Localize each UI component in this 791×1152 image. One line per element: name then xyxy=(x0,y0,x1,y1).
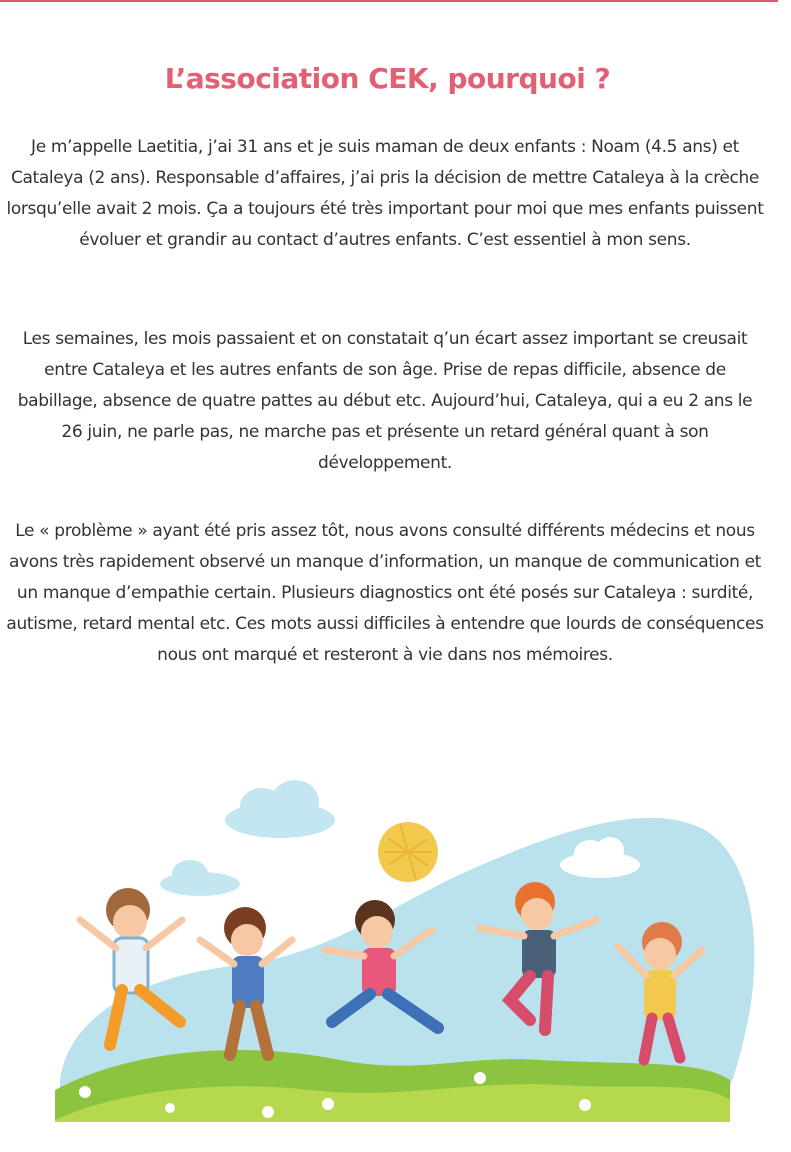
sun-icon xyxy=(378,822,438,882)
top-divider xyxy=(0,0,778,2)
cloud-icon xyxy=(160,860,240,896)
jumping-children-illustration xyxy=(40,760,770,1130)
cloud-icon xyxy=(225,780,335,838)
paragraph-diagnosis: Le « problème » ayant été pris assez tôt, nous avons consulté différents médecins et nous avons très rapidement observé un manque d’information, un manque de communication et un manque d’empathie certain. Plusieurs diagnostics ont été posés sur Cataleya : surdité, autisme, retard mental etc. Ces mots aussi difficiles à entendre que lourds de conséquences nous ont marqué et resteront à vie dans nos mémoires. xyxy=(6,521,764,665)
paragraph-intro: Je m’appelle Laetitia, j’ai 31 ans et je suis maman de deux enfants : Noam (4.5 ans) et Cataleya (2 ans). Responsable d’affaires, j’ai pris la décision de mettre Cataleya à la crèche lorsqu’elle avait 2 mois. Ça a toujours été très important pour moi que mes enfants puissent évoluer et grandir au contact d’autres enfants. C’est essentiel à mon sens. xyxy=(6,137,764,250)
paragraph-observation: Les semaines, les mois passaient et on constatait q’un écart assez important se creusait entre Cataleya et les autres enfants de son âge. Prise de repas difficile, absence de babillage, absence de quatre pattes au début etc. Aujourd’hui, Cataleya, qui a eu 2 ans le 26 juin, ne parle pas, ne marche pas et présente un retard général quant à son développement. xyxy=(17,329,753,473)
page-title: L’association CEK, pourquoi ? xyxy=(164,62,611,95)
